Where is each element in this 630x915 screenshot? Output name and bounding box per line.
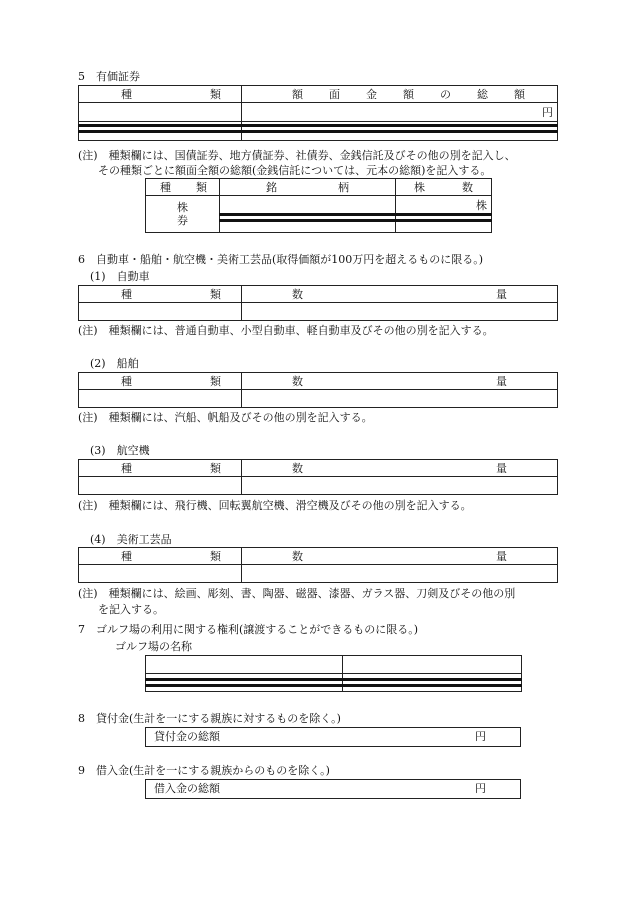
cell-kind[interactable] bbox=[79, 565, 242, 583]
col-header-brand: 銘 柄 bbox=[220, 179, 396, 196]
table-row bbox=[79, 477, 558, 495]
cell-kind[interactable] bbox=[79, 303, 242, 321]
cell-quantity[interactable] bbox=[242, 477, 558, 495]
table-row bbox=[79, 303, 558, 321]
cell-share-count[interactable] bbox=[396, 215, 492, 232]
double-rule bbox=[145, 678, 522, 681]
aircraft-heading: (3) 航空機 bbox=[90, 444, 150, 457]
section-5-heading: 5 有価証券 bbox=[78, 70, 140, 83]
col-header-kind: 種 類 bbox=[79, 86, 242, 103]
unit-yen: 円 bbox=[475, 730, 486, 743]
section-6-heading: 6 自動車・船舶・航空機・美術工芸品(取得価額が100万円を超えるものに限る。) bbox=[78, 253, 484, 266]
loan-receivable-total-label: 貸付金の総額 bbox=[154, 730, 220, 743]
cars-heading: (1) 自動車 bbox=[90, 270, 150, 283]
table-row bbox=[79, 565, 558, 583]
double-rule bbox=[78, 130, 558, 133]
table-header-row bbox=[79, 286, 558, 303]
double-rule bbox=[219, 213, 492, 216]
col-header-kind: 種 類 bbox=[79, 548, 242, 565]
ships-heading: (2) 船舶 bbox=[90, 357, 139, 370]
table-row bbox=[146, 674, 522, 692]
col-header-quantity: 数 量 bbox=[242, 460, 558, 477]
ships-table bbox=[78, 372, 558, 408]
section-5-note-line1: (注) 種類欄には、国債証券、地方債証券、社債券、金銭信託及びその他の別を記入し、 bbox=[78, 149, 516, 162]
row-label-stock-certificate: 株 券 bbox=[146, 196, 220, 233]
col-header-quantity: 数 量 bbox=[242, 373, 558, 390]
aircraft-note: (注) 種類欄には、飛行機、回転翼航空機、滑空機及びその他の別を記入する。 bbox=[78, 499, 472, 512]
section-5-note-line2: その種類ごとに額面全額の総額(金銭信託については、元本の総額)を記入する。 bbox=[98, 164, 492, 177]
col-header-kind: 種 類 bbox=[79, 373, 242, 390]
golf-course-name-label: ゴルフ場の名称 bbox=[115, 640, 192, 653]
double-rule bbox=[145, 684, 522, 687]
cell-golf-course-name[interactable] bbox=[146, 674, 343, 692]
cars-note: (注) 種類欄には、普通自動車、小型自動車、軽自動車及びその他の別を記入する。 bbox=[78, 324, 494, 337]
table-header-row bbox=[79, 373, 558, 390]
cell-brand[interactable] bbox=[220, 215, 396, 232]
double-rule bbox=[78, 124, 558, 127]
art-note-line1: (注) 種類欄には、絵画、彫刻、書、陶器、磁器、漆器、ガラス器、刀剣及びその他の別 bbox=[78, 587, 516, 600]
art-heading: (4) 美術工芸品 bbox=[90, 533, 172, 546]
cell-kind[interactable] bbox=[79, 477, 242, 495]
unit-yen: 円 bbox=[475, 782, 486, 795]
col-header-quantity: 数 量 bbox=[242, 286, 558, 303]
table-header-row bbox=[79, 548, 558, 565]
table-header-row bbox=[79, 86, 558, 103]
cell-quantity[interactable] bbox=[242, 390, 558, 408]
section-8-heading: 8 貸付金(生計を一にする親族に対するものを除く。) bbox=[78, 712, 341, 725]
cell-amount[interactable]: 円 bbox=[242, 103, 558, 122]
loan-receivable-total-field[interactable] bbox=[145, 727, 521, 747]
art-table bbox=[78, 547, 558, 583]
borrowing-total-field[interactable] bbox=[145, 779, 521, 799]
section-9-heading: 9 借入金(生計を一にする親族からのものを除く。) bbox=[78, 764, 330, 777]
cell-quantity[interactable] bbox=[242, 303, 558, 321]
cell-kind[interactable] bbox=[79, 390, 242, 408]
col-header-kind: 種 類 bbox=[146, 179, 220, 196]
cell-kind[interactable] bbox=[79, 103, 242, 122]
aircraft-table bbox=[78, 459, 558, 495]
table-row bbox=[79, 103, 558, 122]
art-note-line2: を記入する。 bbox=[98, 603, 164, 616]
table-header-row bbox=[79, 460, 558, 477]
cell-share-count[interactable]: 株 bbox=[396, 196, 492, 216]
ships-note: (注) 種類欄には、汽船、帆船及びその他の別を記入する。 bbox=[78, 411, 373, 424]
table-header-row bbox=[146, 179, 492, 196]
cell-golf-value[interactable] bbox=[343, 656, 522, 674]
col-header-share-count: 株 数 bbox=[396, 179, 492, 196]
borrowing-total-label: 借入金の総額 bbox=[154, 782, 220, 795]
section-7-heading: 7 ゴルフ場の利用に関する権利(譲渡することができるものに限る。) bbox=[78, 623, 419, 636]
table-row bbox=[79, 390, 558, 408]
col-header-kind: 種 類 bbox=[79, 286, 242, 303]
col-header-quantity: 数 量 bbox=[242, 548, 558, 565]
double-rule bbox=[219, 219, 492, 222]
table-row bbox=[146, 656, 522, 674]
cell-golf-value[interactable] bbox=[343, 674, 522, 692]
shares-table bbox=[145, 178, 492, 233]
col-header-face-amount: 額 面 金 額 の 総 額 bbox=[242, 86, 558, 103]
col-header-kind: 種 類 bbox=[79, 460, 242, 477]
cell-golf-course-name[interactable] bbox=[146, 656, 343, 674]
cars-table bbox=[78, 285, 558, 321]
cell-quantity[interactable] bbox=[242, 565, 558, 583]
